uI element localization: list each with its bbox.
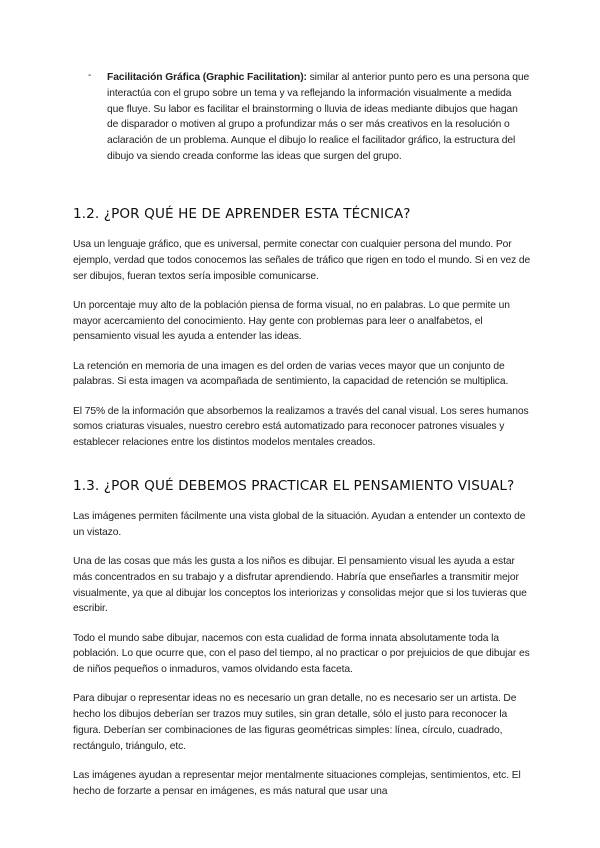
paragraph: Las imágenes ayudan a representar mejor mentalmente situaciones complejas, sentimientos, etc. El hecho de forzarte a pensar en imágenes, es más natural que usar una <box>73 769 521 797</box>
bullet-dash: - <box>88 70 92 81</box>
paragraph: Una de las cosas que más les gusta a los niños es dibujar. El pensamiento visual les ayuda a estar más concentrados en su trabajo y a disfrutar aprendiendo. Habría que enseñarles a transmitir mejor visualmente, ya que al dibujar los conceptos los interiorizas y consolidas mejor que si los tuvieras que escribir. <box>73 555 527 615</box>
bullet-text <box>107 70 530 165</box>
paragraph: Un porcentaje muy alto de la población piensa de forma visual, no en palabras. Lo que permite un mayor acercamiento del conocimiento. Hay gente con problemas para leer o analfabetos, el pensamiento visual les ayuda a entender las ideas. <box>73 299 510 343</box>
section-heading-1-3: 1.3. ¿POR QUÉ DEBEMOS PRACTICAR EL PENSAMIENTO VISUAL? <box>73 477 515 494</box>
bullet-description: similar al anterior punto pero es una persona que interactúa con el grupo sobre un tema y va reflejando la información visualmente a medida que fluye. Su labor es facilitar el brainstorming o lluvia de ideas mediante dibujos que hagan de disparador o motiven al grupo a profundizar más o ser más creativos en la resolución o aclaración de un problema. Aunque el dibujo lo realice el facilitador gráfico, la estructura del dibujo va siendo creada conforme las ideas que surgen del grupo. <box>107 72 530 162</box>
paragraph: Todo el mundo sabe dibujar, nacemos con esta cualidad de forma innata absolutamente toda la población. Lo que ocurre que, con el paso del tiempo, al no practicar o por prejuicios de que dibujar es de niños pequeños o inmaduros, vamos olvidando esta faceta. <box>73 632 530 676</box>
paragraph: La retención en memoria de una imagen es del orden de varias veces mayor que un conjunto de palabras. Si esta imagen va acompañada de sentimiento, la capacidad de retención se multiplica. <box>73 360 509 388</box>
paragraph: Usa un lenguaje gráfico, que es universal, permite conectar con cualquier persona del mundo. Por ejemplo, verdad que todos conocemos las señales de tráfico que rigen en todo el mundo. Si en vez de ser dibujos, fueran textos sería imposible comunicarse. <box>73 239 531 282</box>
section-heading-1-2: 1.2. ¿POR QUÉ HE DE APRENDER ESTA TÉCNICA? <box>73 206 411 222</box>
intro-bullet-item <box>90 70 530 165</box>
paragraph: Las imágenes permiten fácilmente una vista global de la situación. Ayudan a entender un contexto de un vistazo. <box>73 510 526 538</box>
main-content <box>73 200 533 813</box>
bullet-term: Facilitación Gráfica (Graphic Facilitation): <box>107 72 307 83</box>
paragraph: Para dibujar o representar ideas no es necesario un gran detalle, no es necesario ser un artista. De hecho los dibujos deberían ser trazos muy sutiles, sin gran detalle, sólo el justo para reconocer la figura. Deberían ser combinaciones de las figuras geométricas simples: línea, círculo, cuadrado, rectángulo, triángulo, etc. <box>73 693 517 752</box>
paragraph: El 75% de la información que absorbemos la realizamos a través del canal visual. Los seres humanos somos criaturas visuales, nuestro cerebro está automatizado para reconocer patrones visuales y establecer relaciones entre los distintos modelos mentales creados. <box>73 405 529 449</box>
